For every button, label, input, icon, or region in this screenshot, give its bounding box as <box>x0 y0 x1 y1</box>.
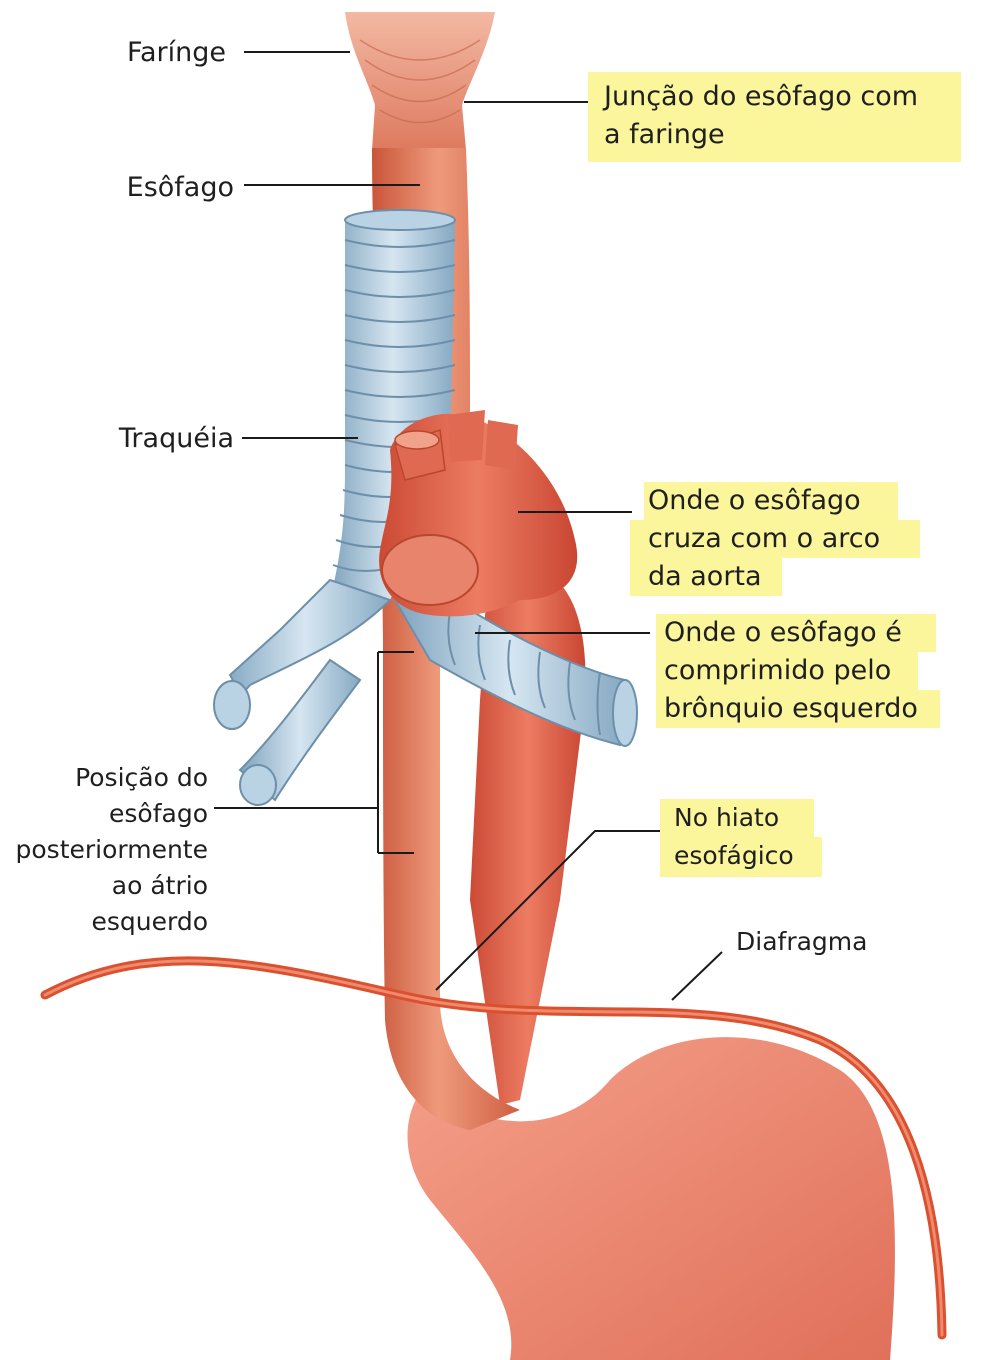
label-faringe: Farínge <box>126 37 226 68</box>
label-esofago: Esôfago <box>126 172 234 203</box>
label-hiato-line1: No hiato <box>674 803 780 832</box>
label-arco-aorta-line2: cruza com o arco <box>648 523 881 554</box>
aortic-branch-3 <box>485 420 518 470</box>
label-arco-aorta-line3: da aorta <box>648 561 762 592</box>
label-hiato-line2: esofágico <box>674 841 794 870</box>
leader-diafragma <box>672 952 722 1000</box>
label-posicao-line3: posteriormente <box>15 835 208 864</box>
aortic-branch-1-opening <box>395 431 439 449</box>
label-arco-aorta-line1: Onde o esôfago <box>648 485 861 516</box>
label-bronquio-line1: Onde o esôfago é <box>664 617 902 648</box>
label-posicao-line5: esquerdo <box>91 907 208 936</box>
label-posicao-line4: ao átrio <box>111 871 208 900</box>
bronchus-opening-lower <box>240 765 276 805</box>
left-bronchus-opening <box>613 680 637 746</box>
label-posicao-line1: Posição do <box>75 763 208 792</box>
label-bronquio-line3: brônquio esquerdo <box>664 693 918 724</box>
pharynx-shape <box>345 12 495 150</box>
label-juncao-line2: a faringe <box>604 119 725 150</box>
label-bronquio-line2: comprimido pelo <box>664 655 892 686</box>
aorta-cut-opening <box>382 535 478 605</box>
aortic-branch-2 <box>448 410 485 462</box>
stomach-shape <box>408 1037 895 1360</box>
bronchus-opening-upper <box>214 681 250 729</box>
trachea-top-opening <box>345 210 455 230</box>
label-juncao-line1: Junção do esôfago com <box>604 81 919 112</box>
label-diafragma: Diafragma <box>736 927 868 956</box>
label-posicao-line2: esôfago <box>109 799 208 828</box>
label-traqueia: Traquéia <box>118 423 234 454</box>
